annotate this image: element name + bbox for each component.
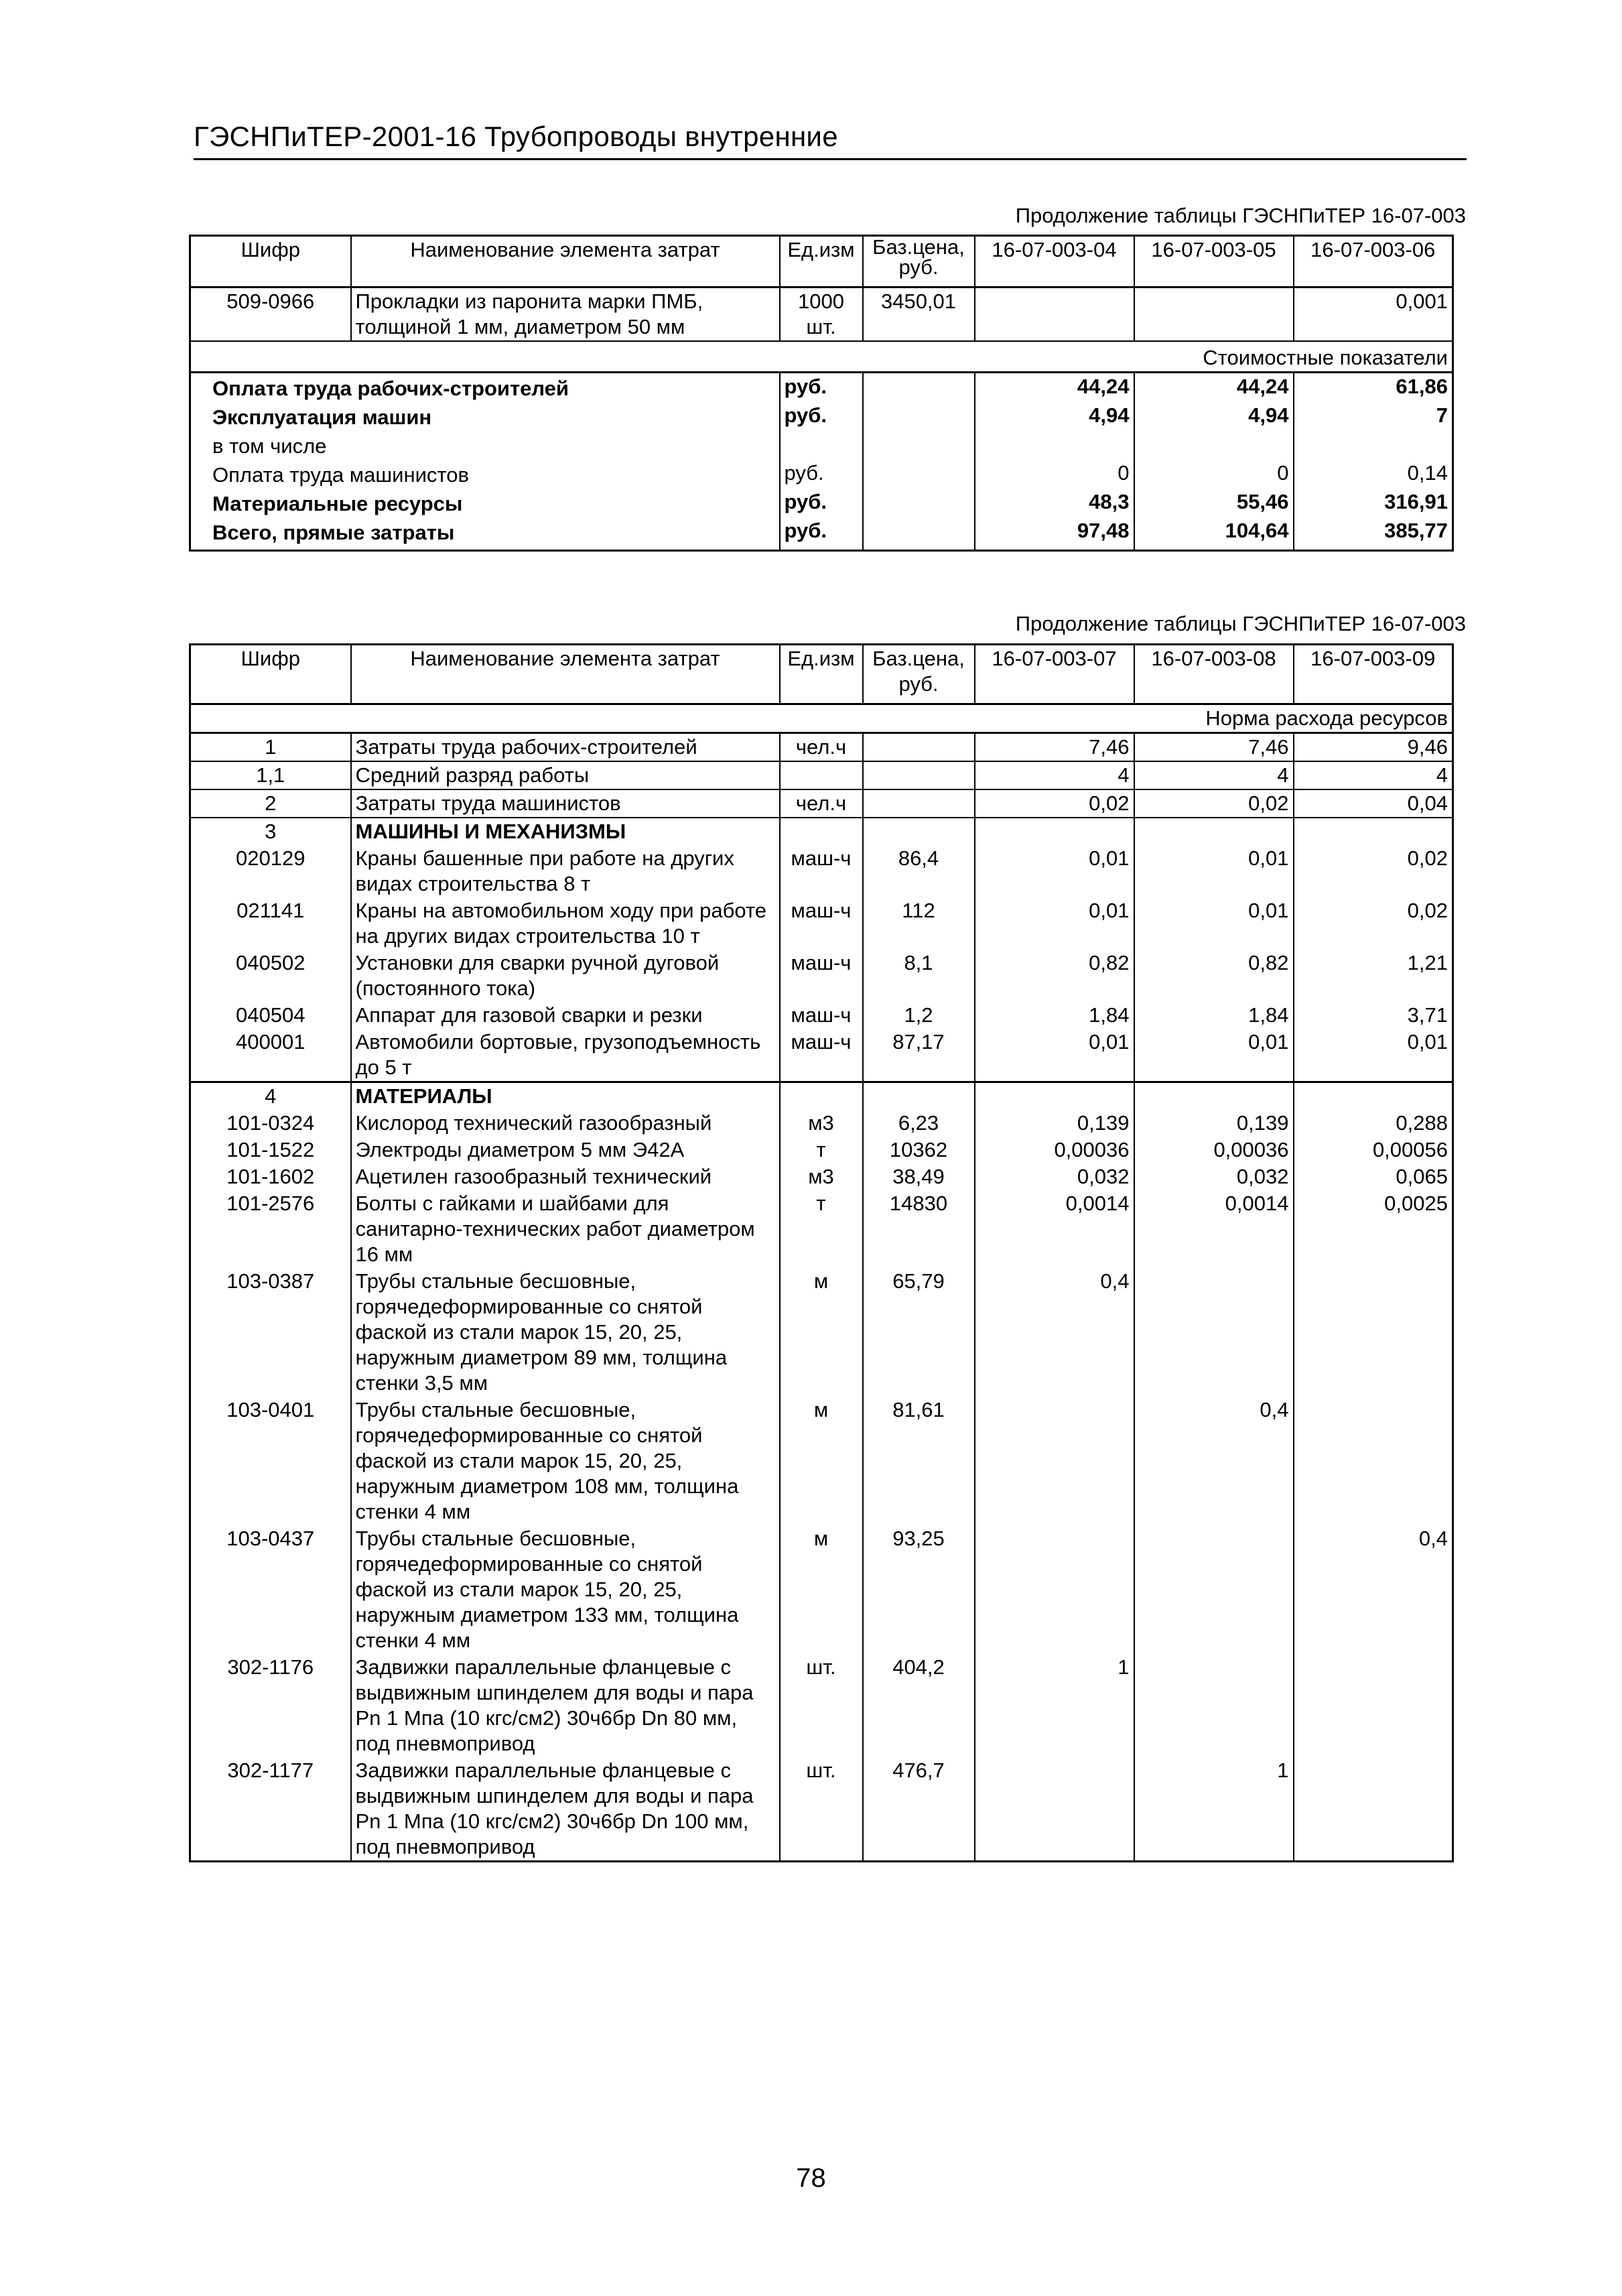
- row-value-1: [975, 431, 1134, 460]
- row-value-3: 0,01: [1294, 1029, 1453, 1082]
- row-code: 4: [190, 1082, 351, 1110]
- row-value-2: 1: [1134, 1757, 1294, 1862]
- row-name: Автомобили бортовые, грузоподъемность до 5 т: [351, 1029, 780, 1082]
- row-price: 8,1: [863, 950, 975, 1002]
- row-code: 021141: [190, 897, 351, 950]
- row-value-3: 385,77: [1384, 519, 1448, 542]
- table-row: [190, 1654, 1453, 1757]
- row-value-3: 0,04: [1294, 789, 1453, 818]
- row-price: 65,79: [863, 1268, 975, 1397]
- row-code: 3: [190, 818, 351, 845]
- table-row: [190, 1137, 1453, 1163]
- row-code: 101-1522: [190, 1137, 351, 1163]
- row-unit: маш-ч: [780, 950, 863, 1002]
- row-value-3: 4: [1294, 761, 1453, 789]
- table2-header-row: [190, 645, 1453, 704]
- row-value-1: 0: [975, 460, 1134, 489]
- row-value-2: [1134, 431, 1294, 460]
- row-price: 93,25: [863, 1525, 975, 1654]
- section-label: Стоимостные показатели: [190, 341, 1453, 373]
- row-unit: чел.ч: [780, 733, 863, 762]
- row-value-2: 7,46: [1134, 733, 1294, 762]
- row-code: 020129: [190, 845, 351, 897]
- row-value-3: 0,065: [1396, 1165, 1448, 1188]
- row-price: [863, 761, 975, 789]
- row-value-1: 0,02: [975, 789, 1134, 818]
- row-value-3: [1294, 1268, 1453, 1397]
- row-value-1: 1: [975, 1654, 1134, 1757]
- table-row: [190, 1525, 1453, 1654]
- row-price: [863, 818, 975, 845]
- row-price: 112: [863, 897, 975, 950]
- row-name: Трубы стальные бесшовные, горячедеформированные со снятой фаской из стали марок 15, 20, 25, наружным диаметром 133 мм, толщина стенки 4 мм: [351, 1525, 780, 1654]
- header-price: Баз.цена, руб.: [863, 645, 975, 704]
- table-row: [190, 1110, 1453, 1137]
- row-value-2: 0,01: [1134, 845, 1294, 897]
- row-name: Аппарат для газовой сварки и резки: [351, 1002, 780, 1029]
- table-row: [190, 489, 1453, 517]
- row-value-1: 0,01: [975, 897, 1134, 950]
- table-row: [190, 1029, 1453, 1082]
- row-name: Всего, прямые затраты: [190, 517, 780, 551]
- row-unit: чел.ч: [780, 789, 863, 818]
- row-unit: маш-ч: [780, 845, 863, 897]
- row-name: Трубы стальные бесшовные, горячедеформированные со снятой фаской из стали марок 15, 20, 25, наружным диаметром 89 мм, толщина стенки 3,5 мм: [351, 1268, 780, 1397]
- row-price: 14830: [863, 1190, 975, 1268]
- table-row: [190, 897, 1453, 950]
- row-name: Прокладки из паронита марки ПМБ, толщиной 1 мм, диаметром 50 мм: [351, 288, 780, 342]
- header-col2: 16-07-003-08: [1134, 645, 1294, 704]
- row-value-1: 0,4: [975, 1268, 1134, 1397]
- row-price: [863, 733, 975, 762]
- header-code: Шифр: [190, 236, 351, 288]
- row-value-1: 48,3: [975, 489, 1134, 517]
- table-row: [190, 845, 1453, 897]
- table-row: [190, 1757, 1453, 1862]
- row-unit: [780, 818, 863, 845]
- row-value-1: 0,0014: [975, 1190, 1134, 1268]
- cost-table: [189, 235, 1454, 552]
- row-value-1: [975, 1082, 1134, 1110]
- row-unit: руб.: [780, 402, 863, 431]
- row-name: Ацетилен газообразный технический: [351, 1163, 780, 1190]
- row-value-3: 0,02: [1407, 899, 1448, 922]
- table-row: [190, 789, 1453, 818]
- table-row: [190, 733, 1453, 762]
- row-price: 1,2: [863, 1002, 975, 1029]
- row-unit: м: [780, 1397, 863, 1525]
- row-value-3: 3,71: [1407, 1003, 1448, 1027]
- row-name: Краны на автомобильном ходу при работе на других видах строительства 10 т: [351, 897, 780, 950]
- section-row: [190, 341, 1453, 373]
- row-name: Болты с гайками и шайбами для санитарно-технических работ диаметром 16 мм: [351, 1190, 780, 1268]
- row-value-3: 7: [1436, 403, 1448, 427]
- row-value-2: [1134, 1525, 1294, 1654]
- row-price: [863, 489, 975, 517]
- table-row: [190, 402, 1453, 431]
- row-value-1: 0,01: [975, 845, 1134, 897]
- table-row: [190, 1190, 1453, 1268]
- row-value-2: [1134, 818, 1294, 845]
- row-name: Кислород технический газообразный: [351, 1110, 780, 1137]
- row-name: Электроды диаметром 5 мм Э42А: [351, 1137, 780, 1163]
- row-name: Установки для сварки ручной дуговой (постоянного тока): [351, 950, 780, 1002]
- row-code: 2: [190, 789, 351, 818]
- row-value-1: 44,24: [975, 373, 1134, 403]
- row-code: 400001: [190, 1029, 351, 1082]
- table-row: [190, 460, 1453, 489]
- row-value-3: 0,14: [1407, 461, 1448, 485]
- row-value-1: 4: [975, 761, 1134, 789]
- row-unit: т: [780, 1190, 863, 1268]
- table-row: [190, 373, 1453, 403]
- row-value-3: 1,21: [1407, 951, 1448, 974]
- row-value-2: 1,84: [1134, 1002, 1294, 1029]
- table1-header-row: [190, 236, 1453, 288]
- row-price: 87,17: [863, 1029, 975, 1082]
- row-value-3: [1294, 1082, 1453, 1110]
- row-value-1: [975, 1397, 1134, 1525]
- row-unit: руб.: [780, 489, 863, 517]
- row-value-3: 0,02: [1407, 846, 1448, 870]
- resource-table: [189, 643, 1454, 1862]
- header-name: Наименование элемента затрат: [351, 236, 780, 288]
- row-price: [863, 402, 975, 431]
- header-price: Баз.цена, руб.: [863, 236, 975, 288]
- row-value-3: 9,46: [1294, 733, 1453, 762]
- row-name: Трубы стальные бесшовные, горячедеформированные со снятой фаской из стали марок 15, 20, 25, наружным диаметром 108 мм, толщина стенки 4 мм: [351, 1397, 780, 1525]
- row-value-2: 4,94: [1134, 402, 1294, 431]
- row-code: 302-1177: [190, 1757, 351, 1862]
- row-value-2: 0,139: [1134, 1110, 1294, 1137]
- row-value-1: 0,01: [975, 1029, 1134, 1082]
- table-row: [190, 517, 1453, 551]
- table-row: [190, 818, 1453, 845]
- row-unit: [780, 431, 863, 460]
- table-row: [190, 1082, 1453, 1110]
- row-unit: м: [780, 1268, 863, 1397]
- row-code: 101-2576: [190, 1190, 351, 1268]
- row-price: 81,61: [863, 1397, 975, 1525]
- row-value-2: [1134, 1268, 1294, 1397]
- row-price: 38,49: [863, 1163, 975, 1190]
- row-price: [863, 373, 975, 403]
- row-unit: руб.: [780, 460, 863, 489]
- header-col3: 16-07-003-06: [1294, 236, 1453, 288]
- row-code: 040502: [190, 950, 351, 1002]
- row-value-1: [975, 1757, 1134, 1862]
- row-value-2: 0,01: [1134, 897, 1294, 950]
- table-row: [190, 1397, 1453, 1525]
- row-name: МАШИНЫ И МЕХАНИЗМЫ: [351, 818, 780, 845]
- row-code: 103-0387: [190, 1268, 351, 1397]
- row-unit: м: [780, 1525, 863, 1654]
- row-price: 6,23: [863, 1110, 975, 1137]
- row-value-1: [975, 818, 1134, 845]
- row-code: 1,1: [190, 761, 351, 789]
- table-row: [190, 761, 1453, 789]
- row-value-2: [1134, 1654, 1294, 1757]
- row-value-3: 0,288: [1396, 1111, 1448, 1135]
- header-col1: 16-07-003-04: [975, 236, 1134, 288]
- table-row: [190, 950, 1453, 1002]
- table1-caption: Продолжение таблицы ГЭСНПиТЕР 16-07-003: [1015, 204, 1466, 227]
- row-unit: маш-ч: [780, 1029, 863, 1082]
- header-col2: 16-07-003-05: [1134, 236, 1294, 288]
- header-col1: 16-07-003-07: [975, 645, 1134, 704]
- row-value-2: 0,82: [1134, 950, 1294, 1002]
- header-name: Наименование элемента затрат: [351, 645, 780, 704]
- row-price: [863, 460, 975, 489]
- row-name: МАТЕРИАЛЫ: [351, 1082, 780, 1110]
- row-value-3: [1294, 818, 1453, 845]
- row-code: 1: [190, 733, 351, 762]
- row-name: Оплата труда машинистов: [190, 460, 780, 489]
- row-name: Материальные ресурсы: [190, 489, 780, 517]
- row-price: [863, 789, 975, 818]
- row-value-1: 0,82: [975, 950, 1134, 1002]
- row-price: [863, 1082, 975, 1110]
- table-row: [190, 1268, 1453, 1397]
- table2-body: [190, 733, 1453, 1862]
- row-value-2: 0,00036: [1134, 1137, 1294, 1163]
- row-price: 10362: [863, 1137, 975, 1163]
- row-value-3: 0,0025: [1384, 1192, 1448, 1215]
- row-name: в том числе: [190, 431, 780, 460]
- row-value-2: [1134, 1082, 1294, 1110]
- row-value-2: 0,032: [1134, 1163, 1294, 1190]
- row-unit: руб.: [780, 517, 863, 551]
- row-code: 101-0324: [190, 1110, 351, 1137]
- row-unit: м3: [780, 1110, 863, 1137]
- header-code: Шифр: [190, 645, 351, 704]
- row-code: 103-0437: [190, 1525, 351, 1654]
- row-value-2: 55,46: [1134, 489, 1294, 517]
- row-name: Эксплуатация машин: [190, 402, 780, 431]
- row-price: [863, 431, 975, 460]
- row-name: Задвижки параллельные фланцевые с выдвижным шпинделем для воды и пара Pn 1 Мпа (10 кгс/см2) 30ч6бр Dn 80 мм, под пневмопривод: [351, 1654, 780, 1757]
- table-row: [190, 431, 1453, 460]
- row-unit: 1000 шт.: [780, 288, 863, 342]
- row-value-3: 0,001: [1294, 288, 1453, 342]
- table-row: [190, 288, 1453, 342]
- row-price: 476,7: [863, 1757, 975, 1862]
- row-unit: [780, 761, 863, 789]
- row-code: 040504: [190, 1002, 351, 1029]
- row-unit: [780, 1082, 863, 1110]
- row-value-1: 0,00036: [975, 1137, 1134, 1163]
- row-value-2: 4: [1134, 761, 1294, 789]
- row-code: 103-0401: [190, 1397, 351, 1525]
- row-value-1: 4,94: [975, 402, 1134, 431]
- row-value-3: [1294, 1654, 1453, 1757]
- row-value-2: 0,02: [1134, 789, 1294, 818]
- row-unit: маш-ч: [780, 897, 863, 950]
- row-code: 101-1602: [190, 1163, 351, 1190]
- row-value-1: 0,139: [975, 1110, 1134, 1137]
- row-value-2: 0,01: [1134, 1029, 1294, 1082]
- page-number: 78: [796, 2163, 826, 2193]
- row-code: 509-0966: [190, 288, 351, 342]
- row-unit: м3: [780, 1163, 863, 1190]
- row-name: Затраты труда рабочих-строителей: [351, 733, 780, 762]
- header-unit: Ед.изм: [780, 236, 863, 288]
- row-value-3: [1294, 1757, 1453, 1862]
- section-row: [190, 704, 1453, 733]
- row-name: Затраты труда машинистов: [351, 789, 780, 818]
- row-value-2: [1134, 288, 1294, 342]
- row-value-2: 0,0014: [1134, 1190, 1294, 1268]
- row-code: 302-1176: [190, 1654, 351, 1757]
- row-value-2: 0,4: [1134, 1397, 1294, 1525]
- row-price: 404,2: [863, 1654, 975, 1757]
- table-row: [190, 1002, 1453, 1029]
- row-value-1: 7,46: [975, 733, 1134, 762]
- row-unit: т: [780, 1137, 863, 1163]
- table-row: [190, 1163, 1453, 1190]
- row-unit: шт.: [780, 1757, 863, 1862]
- row-value-1: [975, 1525, 1134, 1654]
- row-name: Оплата труда рабочих-строителей: [190, 373, 780, 403]
- row-name: Средний разряд работы: [351, 761, 780, 789]
- row-unit: шт.: [780, 1654, 863, 1757]
- page-header: ГЭСНПиТЕР-2001-16 Трубопроводы внутренние: [194, 118, 1467, 160]
- row-unit: руб.: [780, 373, 863, 403]
- row-value-2: 44,24: [1134, 373, 1294, 403]
- header-unit: Ед.изм: [780, 645, 863, 704]
- row-value-3: 0,4: [1418, 1527, 1448, 1550]
- row-value-3: [1294, 431, 1453, 460]
- header-col3: 16-07-003-09: [1294, 645, 1453, 704]
- row-value-3: 0,00056: [1372, 1138, 1448, 1161]
- row-unit: маш-ч: [780, 1002, 863, 1029]
- row-value-1: [975, 288, 1134, 342]
- row-value-3: 61,86: [1396, 375, 1448, 398]
- row-price: 3450,01: [863, 288, 975, 342]
- table2-caption: Продолжение таблицы ГЭСНПиТЕР 16-07-003: [1015, 612, 1466, 635]
- row-value-1: 0,032: [975, 1163, 1134, 1190]
- row-price: 86,4: [863, 845, 975, 897]
- row-value-1: 97,48: [975, 517, 1134, 551]
- row-value-3: 316,91: [1384, 490, 1448, 513]
- row-name: Краны башенные при работе на других видах строительства 8 т: [351, 845, 780, 897]
- section-label: Норма расхода ресурсов: [190, 704, 1453, 733]
- row-name: Задвижки параллельные фланцевые с выдвижным шпинделем для воды и пара Pn 1 Мпа (10 кгс/см2) 30ч6бр Dn 100 мм, под пневмопривод: [351, 1757, 780, 1862]
- row-value-2: 104,64: [1134, 517, 1294, 551]
- row-value-3: [1294, 1397, 1453, 1525]
- row-value-2: 0: [1134, 460, 1294, 489]
- row-value-1: 1,84: [975, 1002, 1134, 1029]
- row-price: [863, 517, 975, 551]
